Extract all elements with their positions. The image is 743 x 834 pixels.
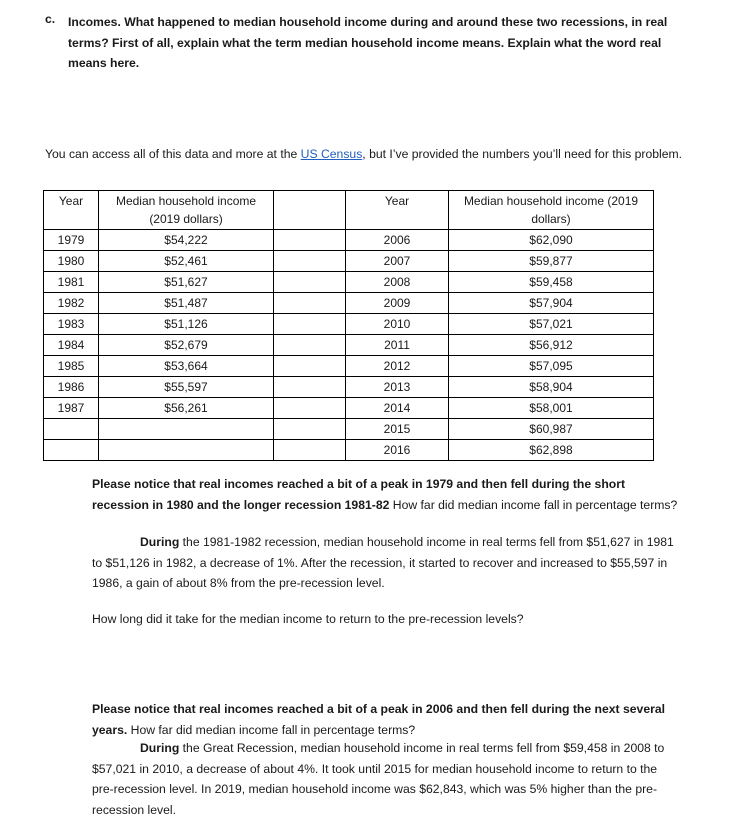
section2-answer: [92, 738, 682, 820]
cell: $52,679: [99, 335, 274, 356]
table-row: [44, 230, 654, 251]
cell: $51,126: [99, 314, 274, 335]
cell: 2009: [346, 293, 449, 314]
table-row: [44, 335, 654, 356]
cell: $51,487: [99, 293, 274, 314]
cell: 1982: [44, 293, 99, 314]
header-income-left: Median household income (2019 dollars): [99, 191, 274, 230]
cell: $58,001: [449, 398, 654, 419]
cell: $52,461: [99, 251, 274, 272]
cell: $54,222: [99, 230, 274, 251]
cell: 1985: [44, 356, 99, 377]
cell: 1979: [44, 230, 99, 251]
cell: [44, 419, 99, 440]
section2-bold-prompt: Please notice that real incomes reached a bit of a peak in 2006 and then fell during the next several years.: [92, 702, 666, 737]
cell: [44, 440, 99, 461]
cell: 2016: [346, 440, 449, 461]
cell: $59,877: [449, 251, 654, 272]
cell: 2011: [346, 335, 449, 356]
table-row: [44, 377, 654, 398]
us-census-link[interactable]: US Census: [300, 147, 363, 161]
section2-prompt: [92, 699, 682, 740]
cell: $57,095: [449, 356, 654, 377]
table-row: [44, 440, 654, 461]
cell: 1986: [44, 377, 99, 398]
section2-prompt-rest: How far did median income fall in percentage terms?: [127, 722, 416, 737]
cell: 1983: [44, 314, 99, 335]
cell: $58,904: [449, 377, 654, 398]
header-blank: [274, 191, 346, 230]
cell: 2007: [346, 251, 449, 272]
cell: 2006: [346, 230, 449, 251]
section1-answer: [92, 532, 682, 594]
header-year-left: Year: [44, 191, 99, 230]
intro-text-after: , but I’ve provided the numbers you’ll need for this problem.: [362, 147, 683, 161]
cell: $60,987: [449, 419, 654, 440]
cell: [99, 419, 274, 440]
cell: [99, 440, 274, 461]
cell: [274, 356, 346, 377]
intro-text-before: You can access all of this data and more at the: [45, 147, 301, 161]
section1-followup: How long did it take for the median income to return to the pre-recession levels?: [92, 612, 524, 626]
table-row: [44, 293, 654, 314]
table-row: [44, 356, 654, 377]
cell: 2013: [346, 377, 449, 398]
cell: 2010: [346, 314, 449, 335]
header-income-right: Median household income (2019 dollars): [449, 191, 654, 230]
table-row: [44, 398, 654, 419]
table-header-row: [44, 191, 654, 230]
header-year-right: Year: [346, 191, 449, 230]
cell: $62,898: [449, 440, 654, 461]
income-table: [43, 190, 654, 461]
section2-answer-rest: the Great Recession, median household income in real terms fell from $59,458 in 2008 to $57,021 in 2010, a decrease of about 4%. It took until 2015 for median household income to return to the pre-recession level. In 2019, median household income was $62,843, which was 5% higher than the pre-recession level.: [92, 741, 665, 817]
table-row: [44, 272, 654, 293]
section1-prompt-rest: How far did median income fall in percentage terms?: [389, 497, 678, 512]
section1-answer-rest: the 1981-1982 recession, median household income in real terms fell from $51,627 in 1981 to $51,126 in 1982, a decrease of 1%. After the recession, it started to recover and increased to $55,597 in 1986, a gain of about 8% from the pre-recession level.: [92, 535, 674, 590]
table-row: [44, 251, 654, 272]
cell: 2008: [346, 272, 449, 293]
section1-answer-bold: During: [140, 535, 180, 549]
section1-prompt: [92, 474, 682, 515]
cell: [274, 272, 346, 293]
cell: 1984: [44, 335, 99, 356]
cell: 2015: [346, 419, 449, 440]
cell: 1980: [44, 251, 99, 272]
cell: [274, 314, 346, 335]
cell: [274, 440, 346, 461]
cell: [274, 251, 346, 272]
cell: [274, 335, 346, 356]
question-label: c.: [45, 12, 56, 26]
table-row: [44, 419, 654, 440]
cell: [274, 377, 346, 398]
cell: [274, 293, 346, 314]
cell: [274, 398, 346, 419]
section1-bold-prompt: Please notice that real incomes reached a bit of a peak in 1979 and then fell during the short recession in 1980 and the longer recession 1981-82: [92, 477, 626, 512]
cell: $51,627: [99, 272, 274, 293]
cell: [274, 419, 346, 440]
cell: $62,090: [449, 230, 654, 251]
section2-answer-bold: During: [140, 741, 180, 755]
cell: $59,458: [449, 272, 654, 293]
question-text: Incomes. What happened to median household income during and around these two recessions, in real terms? First of all, explain what the term median household income means. Explain what the word real means here.: [68, 15, 668, 70]
cell: 1981: [44, 272, 99, 293]
cell: $57,021: [449, 314, 654, 335]
cell: $57,904: [449, 293, 654, 314]
intro-paragraph: [45, 144, 685, 165]
cell: $55,597: [99, 377, 274, 398]
cell: 2014: [346, 398, 449, 419]
cell: $56,261: [99, 398, 274, 419]
cell: $53,664: [99, 356, 274, 377]
cell: 2012: [346, 356, 449, 377]
cell: $56,912: [449, 335, 654, 356]
table-row: [44, 314, 654, 335]
cell: 1987: [44, 398, 99, 419]
cell: [274, 230, 346, 251]
